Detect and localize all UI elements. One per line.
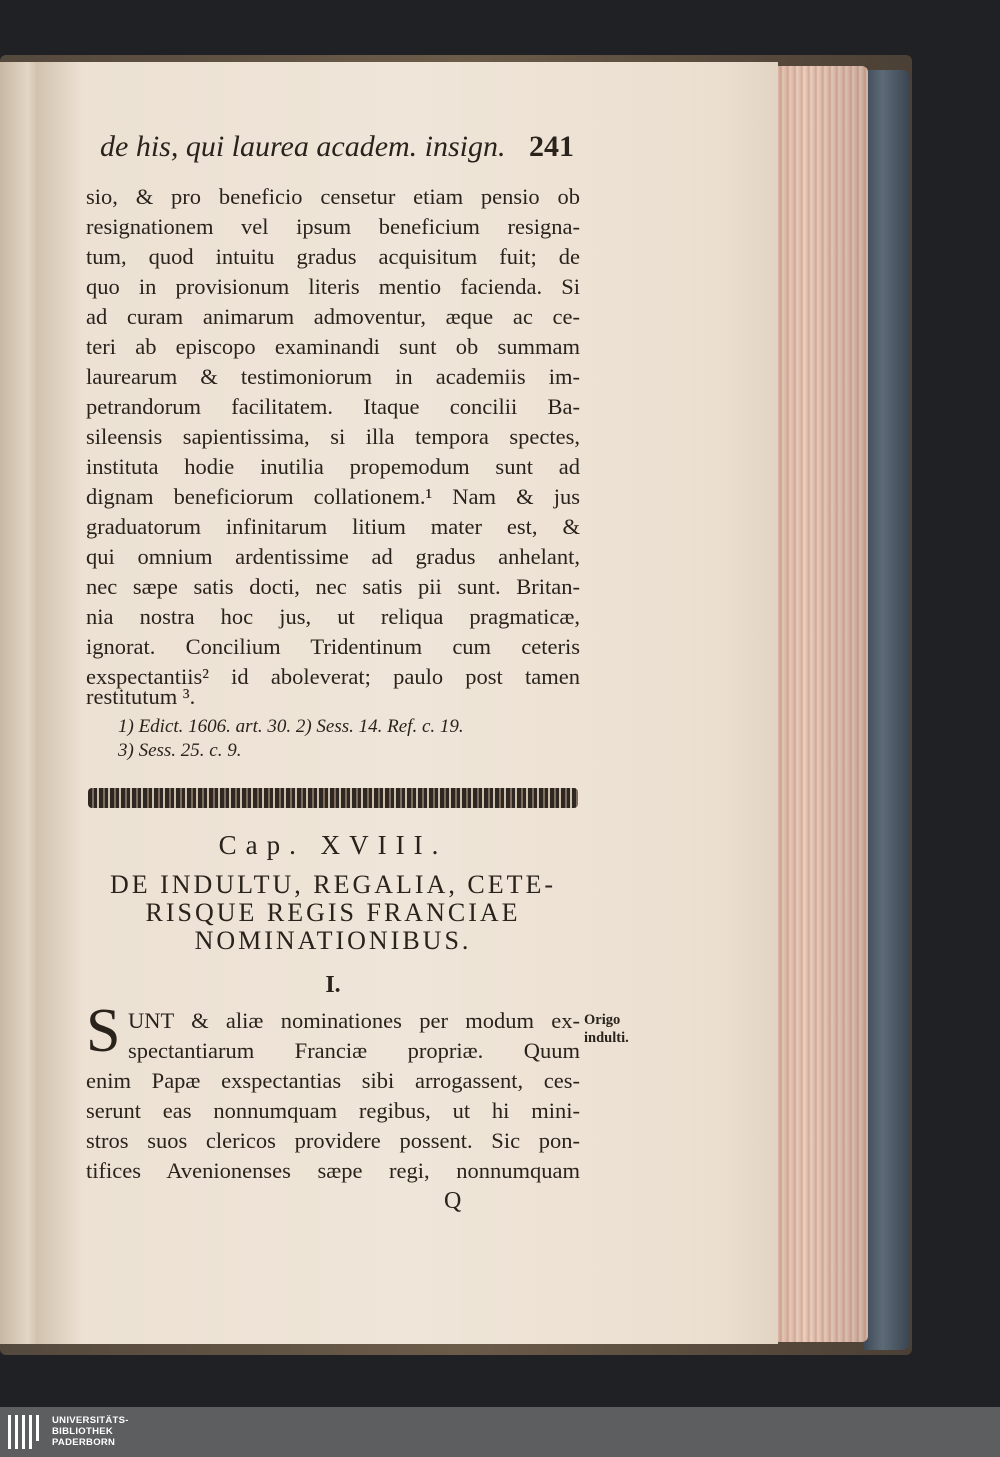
drop-cap: S — [86, 997, 121, 1065]
text-line: sio, & pro beneficio censetur etiam pensio ob — [86, 184, 580, 209]
text-line-last: restitutum ³. — [86, 684, 196, 709]
footnote-line: 1) Edict. 1606. art. 30. 2) Sess. 14. Ref. c. 19. — [118, 716, 464, 737]
margin-note-line: Origo — [584, 1012, 621, 1028]
text-line: ignorat. Concilium Tridentinum cum ceteris — [86, 634, 580, 659]
chapter-title-line: DE INDULTU, REGALIA, CETE- — [109, 870, 557, 899]
library-name-line: BIBLIOTHEK — [52, 1426, 114, 1437]
page-number: 241 — [529, 130, 574, 163]
chapter-label: Cap. XVIII. — [218, 830, 448, 860]
section-line: serunt eas nonnumquam regibus, ut hi mini- — [86, 1098, 580, 1123]
text-line: qui omnium ardentissime ad gradus anhelant, — [86, 544, 580, 569]
text-line: dignam beneficiorum collationem.¹ Nam & jus — [86, 484, 580, 509]
text-line: tum, quod intuitu gradus acquisitum fuit; de — [86, 244, 580, 269]
text-line: ad curam animarum admoventur, æque ac ce- — [86, 304, 580, 329]
catchword: Q — [444, 1188, 462, 1214]
book-spine — [864, 70, 910, 1350]
text-line: petrandorum facilitatem. Itaque concilii Ba- — [86, 394, 580, 419]
text-line: quo in provisionum literis mentio facienda. Si — [86, 274, 580, 299]
section-first-line: spectantiarum Franciæ propriæ. Quum — [128, 1038, 580, 1063]
ornament-rule — [88, 788, 578, 808]
text-line: graduatorum infinitarum litium mater est, & — [86, 514, 580, 539]
chapter-title-line: RISQUE REGIS FRANCIAE — [145, 898, 521, 927]
text-line: resignationem vel ipsum beneficium resigna- — [86, 214, 580, 239]
section-line: stros suos clericos providere possent. Sic pon- — [86, 1128, 580, 1153]
margin-note-line: indulti. — [584, 1030, 629, 1046]
running-header — [100, 130, 574, 170]
running-title: de his, qui laurea academ. insign. — [100, 130, 506, 163]
text-line: teri ab episcopo examinandi sunt ob summam — [86, 334, 580, 359]
text-line: instituta hodie inutilia propemodum sunt ad — [86, 454, 580, 479]
text-line: exspectantiis² id aboleverat; paulo post tamen — [86, 664, 580, 689]
text-line: nec sæpe satis docti, nec satis pii sunt. Britan- — [86, 574, 580, 599]
chapter-title-line: NOMINATIONIBUS. — [194, 926, 472, 955]
text-line: sileensis sapientissima, si illa tempora spectes, — [86, 424, 580, 449]
library-name-line: UNIVERSITÄTS- — [52, 1415, 129, 1426]
library-name-line: PADERBORN — [52, 1437, 116, 1448]
footnote-line: 3) Sess. 25. c. 9. — [118, 740, 242, 761]
library-name — [52, 1415, 129, 1448]
text-line: nia nostra hoc jus, ut reliqua pragmaticæ, — [86, 604, 580, 629]
text-line: laurearum & testimoniorum in academiis im- — [86, 364, 580, 389]
section-line: enim Papæ exspectantias sibi arrogassent, ces- — [86, 1068, 580, 1093]
section-line: tifices Avenionenses sæpe regi, nonnumquam — [86, 1158, 580, 1183]
section-number: I. — [325, 972, 341, 998]
library-logo-icon — [8, 1415, 44, 1449]
library-footer — [0, 1407, 1000, 1457]
left-page-edge — [0, 62, 40, 1344]
section-first-line: UNT & aliæ nominationes per modum ex- — [128, 1008, 580, 1033]
